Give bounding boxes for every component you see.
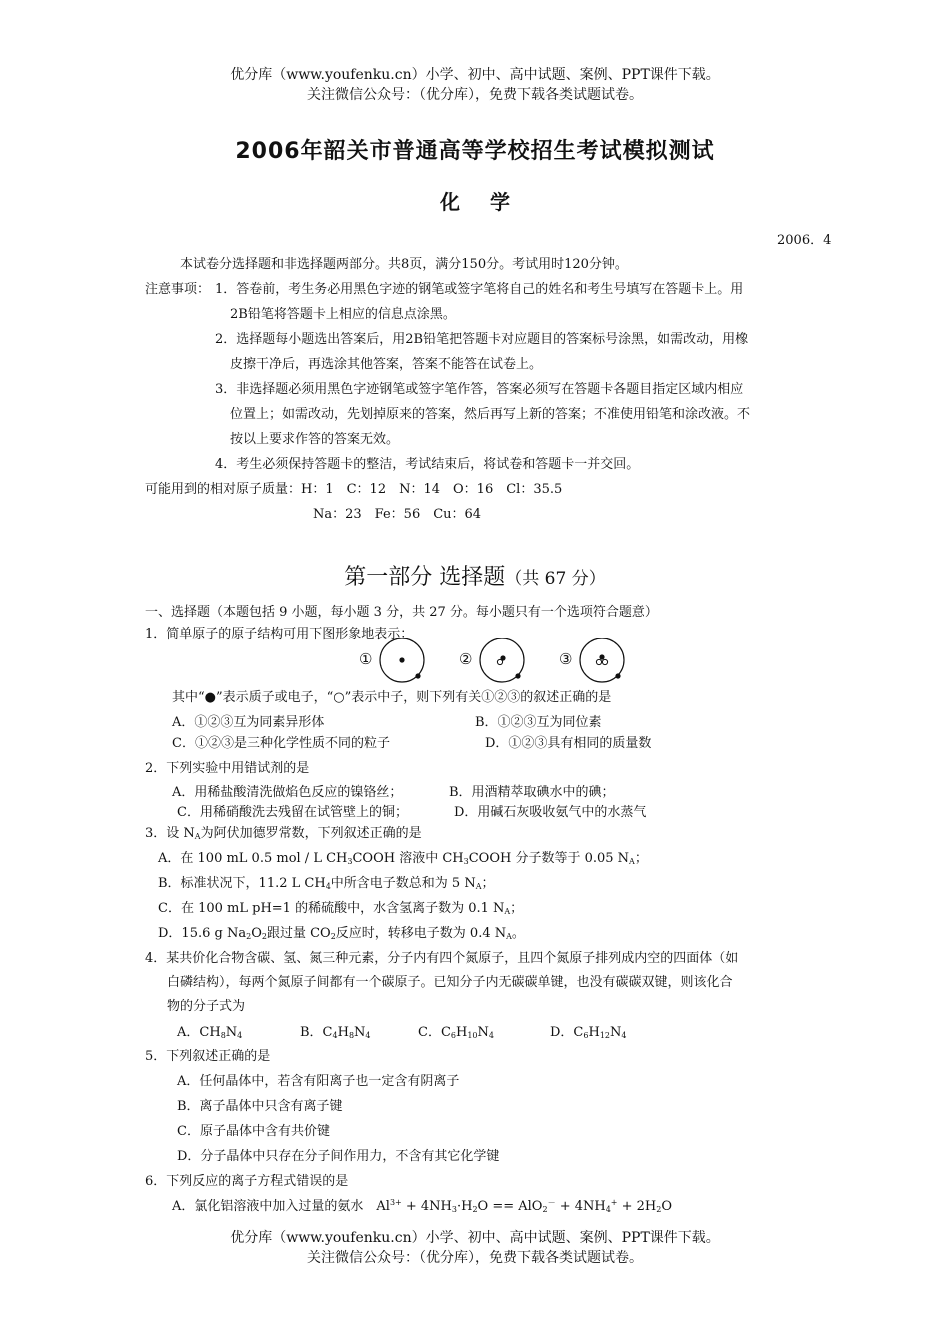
note-1a: 1．答卷前，考生务必用黑色字迹的钢笔或签字笔将自己的姓名和考生号填写在答题卡上。用 xyxy=(215,282,744,297)
q4-option-d: D．$C_6H_{12}N_4$ xyxy=(550,1025,627,1040)
note-3a: 3．非选择题必须用黑色字迹钢笔或签字笔作答，答案必须写在答题卡各题目指定区域内相应 xyxy=(215,382,744,397)
q4-option-c: C．$C_6H_{10}N_4$ xyxy=(418,1025,494,1040)
atomic-mass-line-1: 可能用到的相对原子质量：H：1 C：12 N：14 O：16 Cl：35.5 xyxy=(145,482,563,497)
part1-heading xyxy=(0,560,950,591)
header-line-1: 优分库（www.youfenku.cn）小学、初中、高中试题、案例、PPT课件下载。 xyxy=(230,67,720,83)
part1-score: （共 67 分） xyxy=(505,569,606,589)
q3-option-c: C．在 100 mL pH=1 的稀硫酸中，水含氢离子数为 0.1 $N_A$； xyxy=(158,901,524,916)
q2-stem: 2．下列实验中用错试剂的是 xyxy=(145,761,310,776)
atom-shapes xyxy=(355,638,645,686)
atom-2 xyxy=(480,638,524,682)
note-2a: 2．选择题每小题选出答案后，用2B铅笔把答题卡对应题目的答案标号涂黑，如需改动，用橡 xyxy=(215,332,749,347)
q5-stem: 5．下列叙述正确的是 xyxy=(145,1049,271,1064)
q6-option-a: A．氯化铝溶液中加入过量的氨水 $Al^{3+} + 4NH_3\cdot H_2O == AlO_2^- + 4NH_4^+ + 2H_2O$ xyxy=(172,1198,673,1214)
q2-option-c: C．用稀硝酸洗去残留在试管壁上的铜； xyxy=(177,805,408,820)
q5-option-a: A．任何晶体中，若含有阳离子也一定含有阴离子 xyxy=(177,1074,460,1089)
atom-label-2: ② xyxy=(459,650,473,668)
q2-option-b: B．用酒精萃取碘水中的碘； xyxy=(449,785,615,800)
atom-label-1: ① xyxy=(359,650,373,668)
note-4: 4．考生必须保持答题卡的整洁，考试结束后，将试卷和答题卡一并交回。 xyxy=(215,457,640,472)
atom-1 xyxy=(380,638,424,682)
q5-option-c: C．原子晶体中含有共价键 xyxy=(177,1124,330,1139)
q1-option-d: D．①②③具有相同的质量数 xyxy=(485,736,652,751)
q2-option-a: A．用稀盐酸清洗做焰色反应的镍铬丝； xyxy=(172,785,403,800)
note-2b: 皮擦干净后，再选涂其他答案，答案不能答在试卷上。 xyxy=(230,357,543,372)
footer-line-2: 关注微信公众号：（优分库），免费下载各类试题试卷。 xyxy=(307,1250,643,1266)
footer-line-1: 优分库（www.youfenku.cn）小学、初中、高中试题、案例、PPT课件下载。 xyxy=(230,1230,720,1246)
subject-title: 化学 xyxy=(440,190,540,214)
q1-option-b: B．①②③互为同位素 xyxy=(475,715,602,730)
q1-option-a: A．①②③互为同素异形体 xyxy=(172,715,325,730)
q2-option-d: D．用碱石灰吸收氨气中的水蒸气 xyxy=(454,805,647,820)
header-line-2: 关注微信公众号：（优分库），免费下载各类试题试卷。 xyxy=(307,87,643,103)
atom-label-3: ③ xyxy=(559,650,573,668)
q3-option-d: D．15.6 g $Na_2O_2$跟过量 $CO_2$反应时，转移电子数为 0.4 $N_A$。 xyxy=(158,926,525,941)
notes-label: 注意事项： xyxy=(145,282,211,297)
q3-stem: 3．设 $N_A$为阿伏加德罗常数，下列叙述正确的是 xyxy=(145,826,422,841)
note-3b: 位置上；如需改动，先划掉原来的答案，然后再写上新的答案；不准使用铅笔和涂改液。不 xyxy=(230,407,751,422)
q1-option-c: C．①②③是三种化学性质不同的粒子 xyxy=(172,736,390,751)
q4-stem-2: 白磷结构），每两个氮原子间都有一个碳原子。已知分子内无碳碳单键，也没有碳碳双键，则该化合 xyxy=(167,975,733,990)
part1-title: 第一部分 选择题 xyxy=(344,565,506,590)
note-1b: 2B铅笔将答题卡上相应的信息点涂黑。 xyxy=(230,307,456,322)
q3-option-a: A．在 100 mL 0.5 mol / L $CH_3COOH$ 溶液中 $CH_3COOH$ 分子数等于 0.05 $N_A$； xyxy=(158,851,648,866)
q5-option-b: B．离子晶体中只含有离子键 xyxy=(177,1099,343,1114)
q4-stem-3: 物的分子式为 xyxy=(167,999,246,1014)
q1-description: 其中“●”表示质子或电子，“○”表示中子，则下列有关①②③的叙述正确的是 xyxy=(172,690,612,705)
q1-stem: 1．简单原子的原子结构可用下图形象地表示： xyxy=(145,627,414,642)
page-title: 2006年韶关市普通高等学校招生考试模拟测试 xyxy=(235,139,715,164)
q5-option-d: D．分子晶体中只存在分子间作用力，不含有其它化学键 xyxy=(177,1149,500,1164)
exam-date: 2006．4 xyxy=(777,233,832,248)
note-3c: 按以上要求作答的答案无效。 xyxy=(230,432,400,447)
atom-diagram xyxy=(355,638,645,686)
intro-text: 本试卷分选择题和非选择题两部分。共8页，满分150分。考试用时120分钟。 xyxy=(180,257,628,272)
atomic-mass-line-2: Na：23 Fe：56 Cu：64 xyxy=(313,507,482,522)
q4-stem-1: 4．某共价化合物含碳、氢、氮三种元素，分子内有四个氮原子，且四个氮原子排列成内空的四面体（如 xyxy=(145,951,739,966)
q3-option-b: B．标准状况下，11.2 L $CH_4$中所含电子数总和为 5 $N_A$； xyxy=(158,876,495,891)
q6-stem: 6．下列反应的离子方程式错误的是 xyxy=(145,1174,349,1189)
atom-3 xyxy=(580,638,624,682)
section1-heading: 一、选择题（本题包括 9 小题，每小题 3 分，共 27 分。每小题只有一个选项符合题意） xyxy=(145,605,658,620)
q4-option-b: B．$C_4H_8N_4$ xyxy=(300,1025,371,1040)
q4-option-a: A．$CH_8N_4$ xyxy=(177,1025,243,1040)
